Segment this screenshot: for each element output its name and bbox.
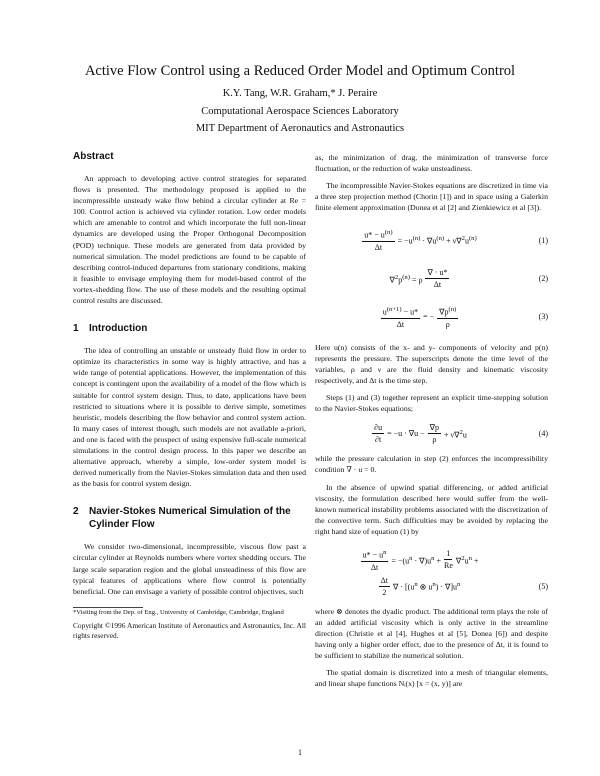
equation-number: (3) [538,312,548,322]
paragraph: Here u(n) consists of the x- and y- components of velocity and p(n) represents the pressure. The superscripts denote the time level of the variables, ρ and ν are the fluid density and kinematic viscosity respectively, and Δt is the time step. [315,342,548,386]
paragraph: The incompressible Navier-Stokes equations are discretized in time via a three step projection method (Chorin [1]) and in space using a Galerkin finite element approximation (Donea et al [2] and Zienkiewicz et al [3]). [315,181,548,213]
equation-number: (4) [538,429,548,439]
right-column [315,152,548,695]
department: MIT Department of Aeronautics and Astronautics [195,123,405,134]
equation-body: $\frac{u^{(n+1)} - u*}{\Delta t}$ = − $\frac{\nabla p^{(n)}}{\rho}$ [382,306,457,329]
ns-paragraph: We consider two-dimensional, incompressible, viscous flow past a circular cylinder at Reynolds numbers where vortex shedding occurs. The large scale separation region and the global unsteadiness of this flow are typical features of applications where flow control is potentially beneficial. One can envisage a variety of possible control objectives, such [73,542,306,596]
paragraph: Steps (1) and (3) together represent an explicit time-stepping solution to the Navier-Stokes equations; [315,393,548,414]
section-number: 1 [73,323,79,335]
footnote: *Visiting from the Dep. of Eng., University of Cambridge, Cambridge, England [73,608,284,616]
abstract-text: An approach to developing active control strategies for separated flows is presented. The methodology proposed is applied to the incompressible unsteady wake flow behind a circular cylinder at Re = 100. Control action is achieved via cylinder rotation. Low order models which are amenable to control and which incorporate the full non-linear dynamics are developed using the Proper Orthogonal Decomposition (POD) technique. These models are generated from data provided by numerical simulation. The model predictions are found to be capable of describing control-induced departures from stationary conditions, making it feasible to envisage employing them for model-based control of the vortex-shedding flow. The use of these models and the resulting optimal control results are discussed. [73,174,306,306]
section-title: Navier-Stokes Numerical Simulation of the Cylinder Flow [89,506,291,531]
paragraph: In the absence of upwind spatial differencing, or added artificial viscosity, the formulation described here would suffer from the well-known numerical instability problems associated with the discretization of the convective term. Such difficulties may be avoided by replacing the right hand size of equation (1) by [315,482,548,536]
equation-5-continued [315,575,548,598]
equation-number: (1) [538,235,548,245]
page-number: 1 [298,748,302,757]
equation-body: $\frac{u* - u^{(n)}}{\Delta t}$ = $-u^{(n)} \cdot \nabla u^{(n)} + \nu\nabla^2u^{(n)}$ [364,229,477,253]
equation-body: $\nabla^2p^{(n)} = \rho$ $\frac{\nabla \cdot u*}{\Delta t}$ [389,268,448,290]
equation-5 [315,547,548,573]
abstract-heading: Abstract [73,151,114,162]
lab: Computational Aerospace Sciences Laboratory [201,106,399,117]
equation-body: $\frac{u* - u^n}{\Delta t}$ = $-(u^n \cdot \nabla)u^n$ + $\frac{1}{Re}$ $\nabla^2u^n$ + [362,549,479,572]
section-ns-heading [73,505,306,531]
left-column [73,150,306,641]
section-number: 2 [73,506,79,518]
equation-4 [315,422,548,445]
equation-2 [315,267,548,290]
equation-body: $\frac{\Delta t}{2}$ ∇ · [($u^n$ ⊗ $u^n) \cdot \nabla]u^n$ [380,575,461,597]
paragraph: The spatial domain is discretized into a mesh of triangular elements, and linear shape functions Nᵢ(x) [x = (x, y)] are [315,668,548,689]
equation-3 [315,304,548,330]
authors: K.Y. Tang, W.R. Graham,* J. Peraire [222,88,378,99]
intro-paragraph: The idea of controlling an unstable or unsteady fluid flow in order to optimize its characteristics in some way is highly attractive, and has a wide range of potential applications. However, the implementation of this concept is contingent upon the availability of a model of the flow which is suitable for control system design. Thus, to date, applications have been restricted to situations where it is possible to derive simple, sometimes heuristic, models describing the flow behavior and control system action. In many cases of interest though, such models are not available a-priori, and one is faced with the prospect of using expensive full-scale numerical simulations in the control design process. In this paper we describe an alternative approach, whereby a simple, low-order system model is derived numerically from the Navier-Stokes simulation data and then used as the basis for control system design. [73,346,306,489]
section-title: Introduction [89,323,148,335]
paragraph: as, the minimization of drag, the minimization of transverse force fluctuation, or the reduction of wake unsteadiness. [315,153,548,174]
paragraph: while the pressure calculation in step (2) enforces the incompressibility condition ∇ · u = 0. [315,454,548,475]
paragraph: where ⊗ denotes the dyadic product. The additional term plays the role of an added artificial viscosity which is only active in the streamline direction (Christie et al [4], Hughes et al [5], Donea [6]) and despite having only a higher order effect, due to the presence of Δt, it is found to be sufficient to stabilize the numerical solution. [315,606,548,661]
equation-1 [315,227,548,253]
section-intro-heading [73,322,306,335]
equation-number: (5) [538,581,548,591]
paper-title: Active Flow Control using a Reduced Order Model and Optimum Control [84,63,516,79]
equation-number: (2) [538,274,548,284]
equation-body: $\frac{\partial u}{\partial t}$ = −u · ∇u − $\frac{\nabla p}{\rho}$ + ν∇$^2$u [374,423,467,445]
copyright: Copyright ©1996 American Institute of Aeronautics and Astronautics, Inc. All rights reserved. [73,620,306,640]
